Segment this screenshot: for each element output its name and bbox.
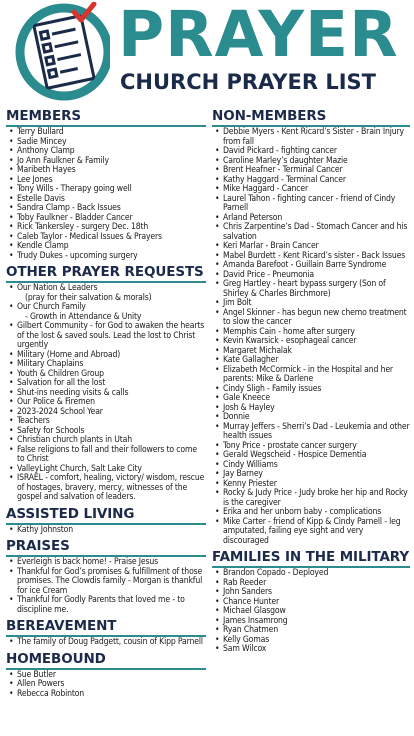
- section-bereavement: [6, 619, 206, 648]
- list-item: • Jo Ann Faulkner & Family: [6, 157, 206, 167]
- list-item: • Chance Hunter: [212, 598, 410, 608]
- list-item: • Jay Barney: [212, 470, 410, 480]
- list-item: • Salvation for all the lost: [6, 379, 206, 389]
- list-item: • Cindy Sligh - Family issues: [212, 385, 410, 395]
- section-assisted-living: [6, 507, 206, 536]
- list-item: • ValleyLight Church, Salt Lake City: [6, 465, 206, 475]
- right-column: [212, 109, 410, 659]
- list-item: • Tony Price - prostate cancer surgery: [212, 442, 410, 452]
- list-item: • Josh & Hayley: [212, 404, 410, 414]
- list-item: • Youth & Children Group: [6, 370, 206, 380]
- prayer-list: [212, 128, 410, 546]
- list-item: • Amanda Barefoot - Guillain Barre Syndrome: [212, 261, 410, 271]
- list-item: • James Insamrong: [212, 617, 410, 627]
- page-subtitle: CHURCH PRAYER LIST: [120, 70, 376, 94]
- list-item: • David Price - Pneumonia: [212, 271, 410, 281]
- list-item: • Elizabeth McCormick - in the Hospital and her parents: Mike & Darlene: [212, 366, 410, 385]
- list-item: • Angel Skinner - has begun new chemo treatment to slow the cancer: [212, 309, 410, 328]
- list-item: • Brent Heafner - Terminal Cancer: [212, 166, 410, 176]
- section-praises: [6, 539, 206, 615]
- list-item: • Ryan Chatmen: [212, 626, 410, 636]
- list-item: • Lee Jones: [6, 176, 206, 186]
- list-item: • Rocky & Judy Price - Judy broke her hip and Rocky is the caregiver: [212, 489, 410, 508]
- list-item: • Rab Reeder: [212, 579, 410, 589]
- header: [0, 0, 414, 104]
- list-item: • 2023-2024 School Year: [6, 408, 206, 418]
- prayer-list: [6, 128, 206, 261]
- list-item: • Sadie Mincey: [6, 138, 206, 148]
- section-heading: NON-MEMBERS: [212, 109, 410, 127]
- prayer-list-logo-icon: [14, 2, 110, 102]
- section-heading: MEMBERS: [6, 109, 206, 127]
- list-item: • Anthony Clamp: [6, 147, 206, 157]
- list-item: • Michael Glasgow: [212, 607, 410, 617]
- list-item: • Donnie: [212, 413, 410, 423]
- list-item: • Brandon Copado - Deployed: [212, 569, 410, 579]
- list-item: • The family of Doug Padgett, cousin of Kipp Parnell: [6, 638, 206, 648]
- section-non-members: [212, 109, 410, 546]
- list-item: • Debbie Myers - Kent Ricard’s Sister - Brain Injury from fall: [212, 128, 410, 147]
- list-item: • Jim Bolt: [212, 299, 410, 309]
- list-item: • Thankful for Godly Parents that loved me - to discipline me.: [6, 596, 206, 615]
- list-item: • Caleb Taylor - Medical Issues & Prayers: [6, 233, 206, 243]
- list-item: • Our Church Family - Growth in Attendance & Unity: [6, 303, 206, 322]
- list-item: • Maribeth Hayes: [6, 166, 206, 176]
- list-item: • Teachers: [6, 417, 206, 427]
- list-item: • Kendle Clamp: [6, 242, 206, 252]
- section-families-in-the-military: [212, 550, 410, 655]
- list-item: • Terry Bullard: [6, 128, 206, 138]
- list-item-detail: (pray for their salvation & morals): [25, 292, 152, 303]
- list-item: • Our Police & Firemen: [6, 398, 206, 408]
- list-item: • False religions to fall and their followers to come to Christ: [6, 446, 206, 465]
- list-item: • Sue Butler: [6, 671, 206, 681]
- list-item: • Rebecca Robinton: [6, 690, 206, 700]
- list-item: • Mabel Burdett - Kent Ricard’s sister - Back Issues: [212, 252, 410, 262]
- section-heading: PRAISES: [6, 539, 206, 557]
- list-item: • Trudy Dukes - upcoming surgery: [6, 252, 206, 262]
- list-item: • Our Nation & Leaders (pray for their salvation & morals): [6, 284, 206, 303]
- section-members: [6, 109, 206, 261]
- page-title: PRAYER: [118, 0, 399, 71]
- list-item: • ISRAEL - comfort, healing, victory/ wisdom, rescue of hostages, bravery, mercy, witnesses of the gospel and salvation of leaders.: [6, 474, 206, 503]
- list-item: • Thankful for God’s promises & fulfillment of those promises. The Clowdis family - Morgan is thankful for ice Cream: [6, 568, 206, 597]
- list-item: • Shut-ins needing visits & calls: [6, 389, 206, 399]
- prayer-list: [6, 558, 206, 615]
- list-item: • Toby Faulkner - Bladder Cancer: [6, 214, 206, 224]
- list-item: • Sam Wilcox: [212, 645, 410, 655]
- section-heading: BEREAVEMENT: [6, 619, 206, 637]
- list-item: • Chris Zarpentine’s Dad - Stomach Cancer and his salvation: [212, 223, 410, 242]
- list-item: • Margaret Michalak: [212, 347, 410, 357]
- list-item: • Kate Gallagher: [212, 356, 410, 366]
- prayer-list: [6, 671, 206, 700]
- list-item: • Gilbert Community - for God to awaken the hearts of the lost & saved souls. Lead the lost to Christ urgently: [6, 322, 206, 351]
- list-item: • Gerald Wegscheid - Hospice Dementia: [212, 451, 410, 461]
- list-item: • Mike Carter - friend of Kipp & Cindy Parnell - leg amputated, failing eye sight and very discouraged: [212, 518, 410, 547]
- list-item: • Allen Powers: [6, 680, 206, 690]
- section-heading: OTHER PRAYER REQUESTS: [6, 265, 206, 283]
- list-item: • Mike Haggard - Cancer: [212, 185, 410, 195]
- list-item: • Caroline Marley’s daughter Mazie: [212, 157, 410, 167]
- prayer-list: [6, 526, 206, 536]
- list-item: • Everleigh is back home! - Praise Jesus: [6, 558, 206, 568]
- list-item-detail: - Growth in Attendance & Unity: [25, 311, 142, 322]
- list-item: • Arland Peterson: [212, 214, 410, 224]
- list-item: • Gale Kneece: [212, 394, 410, 404]
- list-item: • Erika and her unborn baby - complications: [212, 508, 410, 518]
- list-item: • Christian church plants in Utah: [6, 436, 206, 446]
- prayer-list: [212, 569, 410, 655]
- list-item: • Kathy Johnston: [6, 526, 206, 536]
- list-item: • Memphis Cain - home after surgery: [212, 328, 410, 338]
- section-heading: ASSISTED LIVING: [6, 507, 206, 525]
- list-item: • Cindy Williams: [212, 461, 410, 471]
- section-heading: HOMEBOUND: [6, 652, 206, 670]
- list-item: • Kelly Gomas: [212, 636, 410, 646]
- prayer-list: [6, 284, 206, 503]
- left-column: [6, 109, 206, 703]
- list-item: • David Pickard - fighting cancer: [212, 147, 410, 157]
- list-item: • Rick Tankersley - surgery Dec. 18th: [6, 223, 206, 233]
- section-homebound: [6, 652, 206, 700]
- list-item: • Kevin Kwarsick - esophageal cancer: [212, 337, 410, 347]
- list-item: • Sandra Clamp - Back Issues: [6, 204, 206, 214]
- list-item: • Safety for Schools: [6, 427, 206, 437]
- list-item: • Murray Jeffers - Sherri’s Dad - Leukemia and other health issues: [212, 423, 410, 442]
- section-other-prayer-requests: [6, 265, 206, 503]
- list-item: • Greg Hartley - heart bypass surgery (Son of Shirley & Charles Birchmore): [212, 280, 410, 299]
- list-item: • Kathy Haggard - Terminal Cancer: [212, 176, 410, 186]
- list-item: • Laurel Tahon - fighting cancer - friend of Cindy Parnell: [212, 195, 410, 214]
- list-item: • Tony Wills - Therapy going well: [6, 185, 206, 195]
- list-item: • Kenny Priester: [212, 480, 410, 490]
- prayer-list: [6, 638, 206, 648]
- list-item: • Estelle Davis: [6, 195, 206, 205]
- list-item: • Military (Home and Abroad): [6, 351, 206, 361]
- list-item: • John Sanders: [212, 588, 410, 598]
- list-item: • Military Chaplains: [6, 360, 206, 370]
- section-heading: FAMILIES IN THE MILITARY: [212, 550, 410, 568]
- list-item: • Keri Marlar - Brain Cancer: [212, 242, 410, 252]
